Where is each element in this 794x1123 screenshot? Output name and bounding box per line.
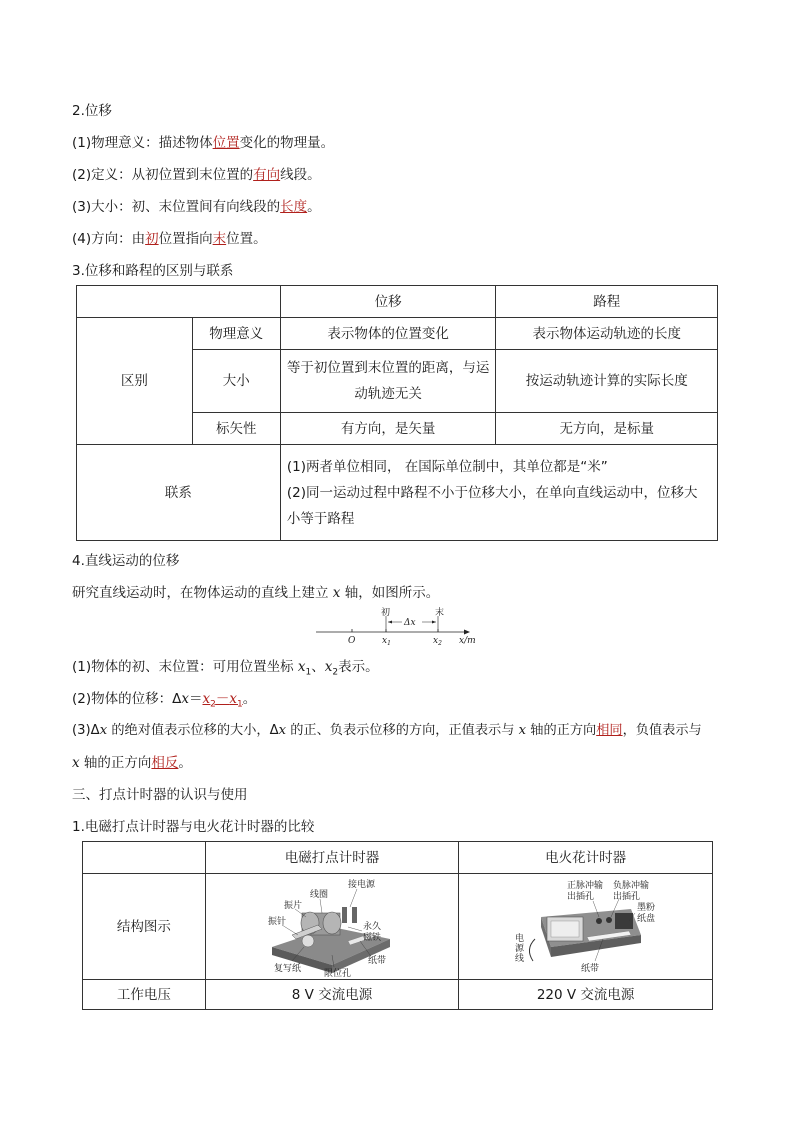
fill-answer: 相反 bbox=[151, 755, 179, 771]
em-label: 振片 bbox=[284, 900, 303, 911]
fill-answer: 位置 bbox=[212, 135, 240, 151]
spark-label: 线 bbox=[514, 953, 524, 964]
table-cell: 表示物体运动轨迹的长度 bbox=[496, 318, 718, 350]
em-label: 限位孔 bbox=[324, 968, 352, 977]
table-cell: 220 V 交流电源 bbox=[459, 980, 713, 1010]
spark-label: 电 bbox=[514, 933, 524, 944]
axis-x1-label: $x_1$ bbox=[382, 636, 391, 647]
table-header: 电磁打点计时器 bbox=[205, 842, 459, 874]
axis-origin-label: O bbox=[348, 636, 356, 646]
section-san-title: 三、打点计时器的认识与使用 bbox=[72, 787, 248, 803]
table-cell: (1)两者单位相同， 在国际单位制中，其单位都是“米” (2)同一运动过程中路程不小于位移大小，在单向直线运动中，位移大 小等于路程 bbox=[280, 445, 717, 541]
axis-unit-label: x/m bbox=[459, 636, 476, 646]
row-label: 大小 bbox=[192, 350, 280, 413]
electromagnetic-timer-figure bbox=[205, 874, 459, 980]
axis-start-label: 初 bbox=[381, 608, 391, 618]
section-san-subtitle: 1.电磁打点计时器与电火花计时器的比较 bbox=[72, 819, 315, 835]
table-cell: 无方向，是标量 bbox=[496, 413, 718, 445]
table-cell: 表示物体的位置变化 bbox=[280, 318, 496, 350]
table-header: 位移 bbox=[280, 286, 496, 318]
spark-label: 正脉冲输 bbox=[566, 880, 603, 891]
table-header: 路程 bbox=[496, 286, 718, 318]
section-4-title: 4.直线运动的位移 bbox=[72, 553, 180, 569]
spark-timer-figure bbox=[459, 874, 713, 980]
position-coords: (1)物体的初、末位置：可用位置坐标 $x_1$、$x_2$表示。 bbox=[72, 659, 379, 678]
axis-end-label: 末 bbox=[435, 608, 445, 618]
displacement-size: (3)大小：初、末位置间有向线段的长度。 bbox=[72, 199, 321, 215]
spark-timer-image bbox=[511, 877, 661, 977]
table-cell: 8 V 交流电源 bbox=[205, 980, 459, 1010]
axis-x2-label: $x_2$ bbox=[433, 636, 442, 647]
em-label: 磁铁 bbox=[363, 932, 382, 943]
spark-label: 源 bbox=[514, 943, 524, 954]
group-label: 区别 bbox=[77, 318, 193, 445]
section-3-title: 3.位移和路程的区别与联系 bbox=[72, 263, 234, 279]
spark-label: 出插孔 bbox=[612, 891, 640, 902]
em-label: 振针 bbox=[268, 916, 287, 927]
displacement-formula: (2)物体的位移：$\Delta x=x_2-x_1$。 bbox=[72, 691, 257, 710]
row-label: 物理意义 bbox=[192, 318, 280, 350]
em-label: 纸带 bbox=[368, 955, 387, 966]
table-cell: 有方向，是矢量 bbox=[280, 413, 496, 445]
displacement-direction: (4)方向：由初位置指向末位置。 bbox=[72, 231, 267, 247]
displacement-meaning: (1)物理意义：描述物体位置变化的物理量。 bbox=[72, 135, 335, 151]
fill-answer: 末 bbox=[212, 231, 227, 247]
fill-answer: $x_2-x_1$ bbox=[202, 691, 243, 710]
table-cell: 按运动轨迹计算的实际长度 bbox=[496, 350, 718, 413]
spark-label: 墨粉 bbox=[636, 902, 655, 913]
fill-answer: 长度 bbox=[280, 199, 308, 215]
axis-diagram bbox=[312, 606, 482, 648]
displacement-definition: (2)定义：从初位置到末位置的有向线段。 bbox=[72, 167, 321, 183]
sign-meaning-line1: (3)Δx 的绝对值表示位移的大小，Δx 的正、负表示位移的方向，正值表示与 x 轴的正方向相同，负值表示与 bbox=[72, 723, 702, 738]
section-4-intro: 研究直线运动时，在物体运动的直线上建立 x 轴，如图所示。 bbox=[72, 585, 440, 601]
em-label: 线圈 bbox=[310, 889, 329, 900]
em-label: 复写纸 bbox=[274, 963, 302, 974]
row-label: 标矢性 bbox=[192, 413, 280, 445]
spark-label: 纸盘 bbox=[636, 913, 655, 924]
spark-label: 出插孔 bbox=[566, 891, 594, 902]
row-label: 工作电压 bbox=[83, 980, 206, 1010]
axis-delta-label: Δx bbox=[404, 618, 416, 628]
table-header: 电火花计时器 bbox=[459, 842, 713, 874]
em-label: 接电源 bbox=[348, 879, 376, 890]
table-corner bbox=[77, 286, 281, 318]
fill-answer: 有向 bbox=[253, 167, 281, 183]
electromagnetic-timer-image bbox=[262, 877, 402, 977]
table-corner bbox=[83, 842, 206, 874]
row-label: 结构图示 bbox=[83, 874, 206, 980]
fill-answer: 初 bbox=[145, 231, 159, 247]
em-label: 永久 bbox=[363, 921, 382, 932]
spark-label: 负脉冲输 bbox=[612, 880, 649, 891]
group-label: 联系 bbox=[77, 445, 281, 541]
sign-meaning-line2: x 轴的正方向相反。 bbox=[72, 755, 192, 771]
table-cell: 等于初位置到末位置的距离，与运 动轨迹无关 bbox=[280, 350, 496, 413]
timer-comparison-table bbox=[82, 841, 713, 1010]
spark-label: 纸带 bbox=[580, 963, 599, 974]
section-2-title: 2.位移 bbox=[72, 103, 112, 119]
fill-answer: 相同 bbox=[596, 723, 623, 738]
comparison-table bbox=[76, 285, 718, 541]
